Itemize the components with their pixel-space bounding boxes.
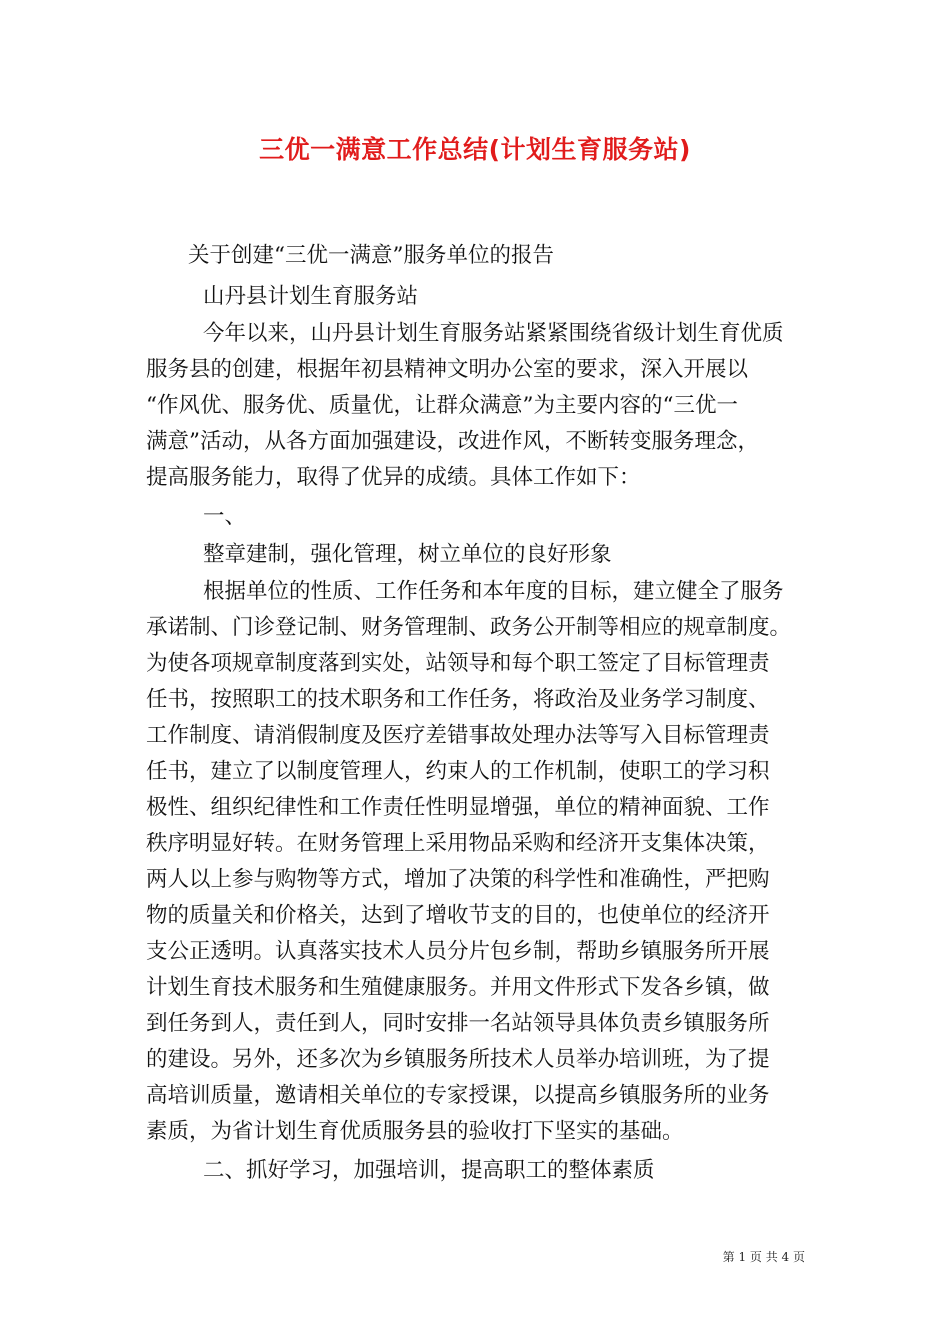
paragraph-line: 极性、组织纪律性和工作责任性明显增强，单位的精神面貌、工作 bbox=[146, 795, 770, 820]
paragraph-line: 支公正透明。认真落实技术人员分片包乡制，帮助乡镇服务所开展 bbox=[146, 939, 770, 964]
paragraph-line: 提高服务能力，取得了优异的成绩。具体工作如下： bbox=[146, 465, 641, 490]
paragraph-line: 计划生育技术服务和生殖健康服务。并用文件形式下发各乡镇，做 bbox=[146, 975, 770, 1000]
paragraph-line: 服务县的创建，根据年初县精神文明办公室的要求，深入开展以 bbox=[146, 357, 749, 382]
section-heading: 整章建制，强化管理，树立单位的良好形象 bbox=[203, 542, 612, 567]
report-heading: 关于创建“三优一满意”服务单位的报告 bbox=[188, 243, 554, 268]
paragraph-line: 任书，建立了以制度管理人，约束人的工作机制，使职工的学习积 bbox=[146, 759, 770, 784]
paragraph-line: 素质，为省计划生育优质服务县的验收打下坚实的基础。 bbox=[146, 1119, 684, 1144]
paragraph-line: 根据单位的性质、工作任务和本年度的目标，建立健全了服务 bbox=[203, 579, 784, 604]
paragraph-line: 的建设。另外，还多次为乡镇服务所技术人员举办培训班，为了提 bbox=[146, 1047, 770, 1072]
paragraph-line: “作风优、服务优、质量优，让群众满意”为主要内容的“三优一 bbox=[146, 393, 738, 418]
section-number: 一、 bbox=[203, 504, 247, 529]
paragraph-line: 物的质量关和价格关，达到了增收节支的目的，也使单位的经济开 bbox=[146, 903, 770, 928]
paragraph-line: 为使各项规章制度落到实处，站领导和每个职工签定了目标管理责 bbox=[146, 651, 770, 676]
paragraph-line: 满意”活动，从各方面加强建设，改进作风，不断转变服务理念， bbox=[146, 429, 759, 454]
paragraph-line: 任书，按照职工的技术职务和工作任务，将政治及业务学习制度、 bbox=[146, 687, 770, 712]
section-heading: 二、抓好学习，加强培训，提高职工的整体素质 bbox=[203, 1158, 655, 1183]
paragraph-line: 高培训质量，邀请相关单位的专家授课，以提高乡镇服务所的业务 bbox=[146, 1083, 770, 1108]
paragraph-line: 承诺制、门诊登记制、财务管理制、政务公开制等相应的规章制度。 bbox=[146, 615, 792, 640]
paragraph-line: 到任务到人，责任到人，同时安排一名站领导具体负责乡镇服务所 bbox=[146, 1011, 770, 1036]
paragraph-line: 两人以上参与购物等方式，增加了决策的科学性和准确性，严把购 bbox=[146, 867, 770, 892]
paragraph-line: 秩序明显好转。在财务管理上采用物品采购和经济开支集体决策， bbox=[146, 831, 770, 856]
page-number: 第 1 页 共 4 页 bbox=[722, 1250, 805, 1264]
paragraph-line: 今年以来，山丹县计划生育服务站紧紧围绕省级计划生育优质 bbox=[203, 321, 784, 346]
organization-name: 山丹县计划生育服务站 bbox=[203, 284, 419, 309]
paragraph-line: 工作制度、请消假制度及医疗差错事故处理办法等写入目标管理责 bbox=[146, 723, 770, 748]
document-title: 三优一满意工作总结(计划生育服务站) bbox=[259, 135, 691, 164]
